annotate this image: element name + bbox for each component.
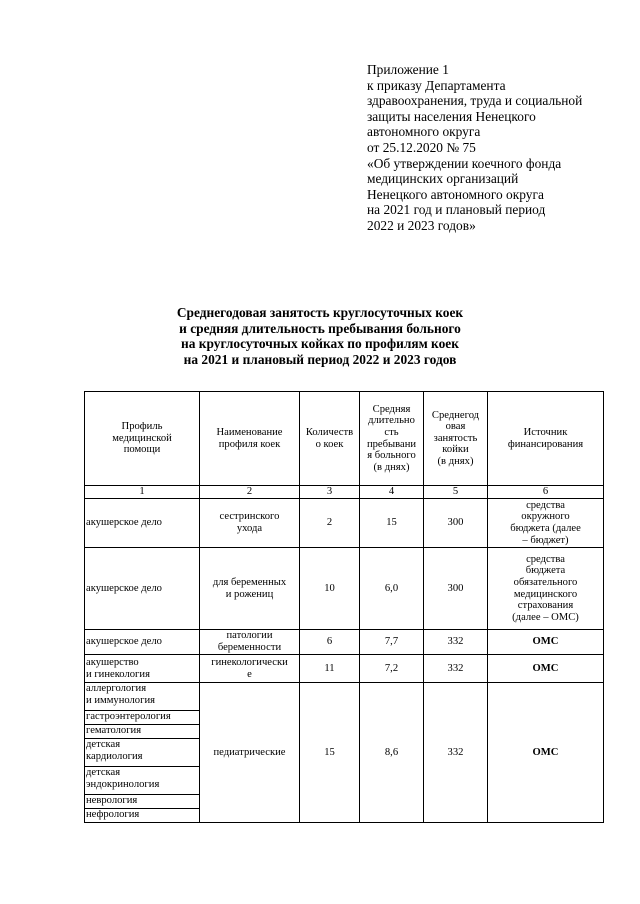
cell-occupancy: 332 — [424, 683, 488, 823]
cell-line: средства — [526, 553, 565, 565]
column-number: 3 — [300, 486, 360, 499]
cell-line: кардиология — [86, 750, 143, 762]
appendix-line: автономного округа — [367, 124, 481, 140]
table-row — [85, 630, 604, 655]
table-row — [85, 655, 604, 683]
cell-line: Наименование — [216, 426, 283, 438]
cell-line: занятость — [433, 432, 478, 444]
cell-line: бюджета — [525, 565, 566, 577]
appendix-line: Ненецкого автономного округа — [367, 186, 544, 202]
cell-line: профиля коек — [218, 438, 281, 450]
cell-line: (в днях) — [437, 455, 474, 467]
cell-line: аллергология — [86, 683, 147, 694]
cell-avg-stay: 15 — [360, 499, 424, 548]
column-number: 6 — [488, 486, 604, 499]
cell-line: детская — [86, 767, 121, 778]
cell-line: Средняя — [372, 403, 411, 415]
cell-line: сть — [384, 426, 399, 438]
cell-avg-stay: 8,6 — [360, 683, 424, 823]
title-line: и средняя длительность пребывания больного — [179, 320, 461, 336]
cell-profile — [85, 683, 200, 711]
appendix-line: медицинских организаций — [367, 171, 519, 187]
cell-funding — [488, 630, 604, 655]
cell-line: е — [247, 668, 252, 680]
table-row — [85, 499, 604, 548]
cell-line: акушерское дело — [86, 582, 162, 594]
column-number: 1 — [85, 486, 200, 499]
cell-line: финансирования — [507, 438, 584, 450]
header-bed-profile — [200, 392, 300, 486]
cell-line: гастроэнтерология — [86, 711, 171, 722]
cell-line: ОМС — [532, 662, 559, 674]
cell-line: длительно — [368, 415, 415, 427]
cell-line: окружного — [521, 511, 570, 523]
cell-profile — [85, 655, 200, 683]
cell-line: эндокринология — [86, 778, 160, 790]
column-number: 5 — [424, 486, 488, 499]
header-occupancy — [424, 392, 488, 486]
cell-bed-count: 11 — [300, 655, 360, 683]
cell-line: сестринского — [219, 511, 280, 523]
appendix-line: защиты населения Ненецкого — [367, 108, 536, 124]
cell-line: средства — [526, 499, 565, 511]
cell-profile — [85, 739, 200, 767]
appendix-line: к приказу Департамента — [367, 77, 506, 93]
appendix-line: от 25.12.2020 № 75 — [367, 139, 476, 155]
header-funding — [488, 392, 604, 486]
cell-line: беременности — [217, 642, 282, 653]
cell-line: гинекологически — [211, 656, 288, 668]
header-bed-count — [300, 392, 360, 486]
cell-profile — [85, 711, 200, 725]
cell-line: я больного — [367, 450, 416, 462]
table-row — [85, 683, 604, 711]
cell-line: бюджета (далее — [510, 523, 581, 534]
cell-line: помощи — [123, 444, 161, 456]
cell-line: Количеств — [305, 426, 354, 438]
cell-occupancy: 300 — [424, 499, 488, 548]
cell-line: (далее – ОМС) — [512, 611, 579, 623]
cell-bed-profile — [200, 655, 300, 683]
cell-bed-count: 15 — [300, 683, 360, 823]
cell-funding — [488, 499, 604, 548]
appendix-block — [367, 62, 627, 234]
cell-line: обязательного — [513, 576, 578, 588]
cell-line: детская — [86, 739, 121, 750]
cell-line: медицинской — [112, 432, 172, 444]
cell-avg-stay: 7,7 — [360, 630, 424, 655]
cell-line: патологии — [226, 630, 273, 642]
cell-line: гематология — [86, 725, 142, 736]
column-number: 4 — [360, 486, 424, 499]
cell-occupancy: 332 — [424, 655, 488, 683]
cell-occupancy: 300 — [424, 548, 488, 630]
title-line: Среднегодовая занятость круглосуточных коек — [176, 305, 464, 320]
cell-line: медицинского — [513, 588, 578, 600]
cell-profile — [85, 767, 200, 795]
column-number: 2 — [200, 486, 300, 499]
cell-line: (в днях) — [373, 461, 410, 473]
cell-line: акушерское дело — [86, 517, 162, 529]
cell-profile — [85, 630, 200, 655]
cell-line: нефрология — [86, 809, 140, 820]
cell-avg-stay: 7,2 — [360, 655, 424, 683]
cell-bed-profile — [200, 630, 300, 655]
cell-line: акушерство — [86, 656, 139, 668]
title-line: на круглосуточных койках по профилям коек — [181, 336, 459, 352]
bed-occupancy-table — [84, 391, 604, 823]
cell-line: Профиль — [121, 421, 163, 433]
cell-line: неврология — [86, 795, 138, 806]
cell-line: Источник — [523, 426, 568, 438]
column-number-row — [85, 486, 604, 499]
cell-line: ОМС — [532, 636, 559, 648]
cell-bed-count: 10 — [300, 548, 360, 630]
appendix-line: на 2021 год и плановый период — [367, 202, 546, 218]
cell-profile — [85, 548, 200, 630]
table-header-row — [85, 392, 604, 486]
header-profile — [85, 392, 200, 486]
cell-line: страхования — [517, 600, 574, 612]
appendix-line: 2022 и 2023 годов» — [367, 217, 476, 233]
cell-funding — [488, 548, 604, 630]
document-title — [120, 305, 520, 367]
cell-funding — [488, 655, 604, 683]
cell-line: – бюджет) — [522, 534, 569, 546]
table-row — [85, 548, 604, 630]
cell-line: для беременных — [212, 576, 287, 588]
cell-line: койки — [442, 444, 469, 456]
cell-profile — [85, 809, 200, 823]
cell-line: и иммунология — [86, 694, 155, 706]
cell-line: овая — [445, 421, 466, 433]
cell-profile — [85, 499, 200, 548]
cell-line: и гинекология — [86, 668, 150, 680]
cell-bed-count: 6 — [300, 630, 360, 655]
appendix-line: Приложение 1 — [367, 62, 449, 77]
cell-occupancy: 332 — [424, 630, 488, 655]
cell-bed-profile: педиатрические — [200, 683, 300, 823]
cell-bed-profile — [200, 499, 300, 548]
header-avg-stay — [360, 392, 424, 486]
cell-line: Среднегод — [431, 409, 480, 421]
appendix-line: «Об утверждении коечного фонда — [367, 155, 562, 171]
cell-line: о коек — [315, 438, 344, 450]
appendix-line: здравоохранения, труда и социальной — [367, 93, 583, 109]
cell-profile — [85, 795, 200, 809]
cell-avg-stay: 6,0 — [360, 548, 424, 630]
title-line: на 2021 и плановый период 2022 и 2023 годов — [183, 351, 457, 367]
cell-profile — [85, 725, 200, 739]
cell-line: пребывани — [366, 438, 417, 450]
cell-line: и рожениц — [225, 588, 274, 600]
cell-bed-count: 2 — [300, 499, 360, 548]
cell-line: акушерское дело — [86, 636, 162, 648]
cell-bed-profile — [200, 548, 300, 630]
cell-line: ухода — [236, 523, 263, 534]
cell-funding: ОМС — [488, 683, 604, 823]
